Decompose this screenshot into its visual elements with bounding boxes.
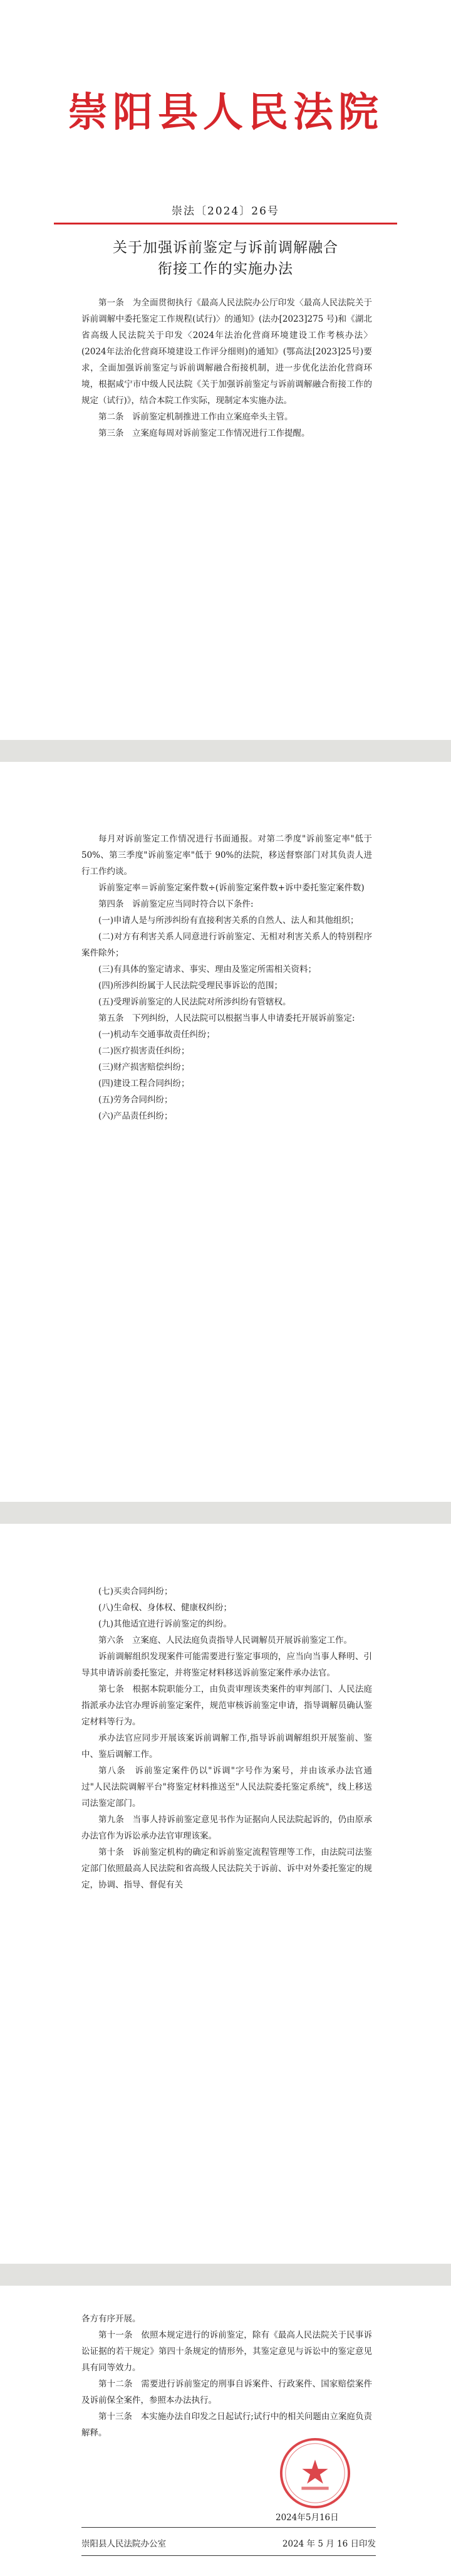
page-3 bbox=[0, 1524, 451, 2264]
page-3-body bbox=[81, 1583, 372, 1893]
page-gap bbox=[0, 1502, 451, 1524]
paragraph: 承办法官应同步开展该案诉前调解工作,指导诉前调解组织开展鉴前、鉴中、鉴后调解工作。 bbox=[81, 1733, 372, 1760]
page-1-body bbox=[81, 295, 372, 441]
list-item: (四)建设工程合同纠纷； bbox=[98, 1079, 190, 1089]
court-name-header: 崇阳县人民法院 bbox=[68, 89, 383, 136]
official-seal-icon bbox=[278, 2436, 352, 2510]
list-item: (五)受理诉前鉴定的人民法院对所涉纠纷有管辖权。 bbox=[98, 997, 291, 1007]
article-7: 第七条 根据本院职能分工，由负责审理该类案件的审判部门、人民法庭指派承办法官办理诉前鉴定案件，规范审核诉前鉴定申请，指导调解员确认鉴定材料等行为。 bbox=[81, 1684, 372, 1727]
paragraph: 每月对诉前鉴定工作情况进行书面通报。对第二季度"诉前鉴定率"低于 50%、第三季度"诉前鉴定率"低于 90%的法院，移送督察部门对其负责人进行工作约谈。 bbox=[81, 834, 372, 877]
paragraph: 诉前鉴定率＝诉前鉴定案件数÷(诉前鉴定案件数+诉中委托鉴定案件数) bbox=[98, 883, 365, 893]
document-title bbox=[0, 237, 451, 280]
document-number: 崇法〔2024〕26号 bbox=[172, 205, 279, 218]
signature-date: 2024年5月16日 bbox=[276, 2513, 339, 2523]
article-5: 第五条 下列纠纷，人民法院可以根据当事人申请委托开展诉前鉴定: bbox=[98, 1013, 355, 1023]
page-gap bbox=[0, 2264, 451, 2286]
footer-issue-date: 2024 年 5 月 16 日印发 bbox=[282, 2539, 376, 2549]
list-item: (一)申请人是与所涉纠纷有直接利害关系的自然人、法人和其他组织； bbox=[98, 916, 359, 926]
list-item: (八)生命权、身体权、健康权纠纷； bbox=[98, 1603, 232, 1613]
article-6: 第六条 立案庭、人民法庭负责指导人民调解员开展诉前鉴定工作。 bbox=[98, 1635, 352, 1645]
paragraph: 各方有序开展。 bbox=[81, 2314, 141, 2324]
page-2-body bbox=[81, 831, 372, 1124]
paragraph: 诉前调解组织发现案件可能需要进行鉴定事项的，应当向当事人释明、引导其申请诉前委托鉴定，并将鉴定材料移送诉前鉴定案件承办法官。 bbox=[81, 1652, 372, 1678]
list-item: (三)财产损害赔偿纠纷； bbox=[98, 1062, 190, 1072]
page-4 bbox=[0, 2286, 451, 2576]
title-line-1: 关于加强诉前鉴定与诉前调解融合 bbox=[113, 240, 338, 256]
list-item: (三)有具体的鉴定请求、事实、理由及鉴定所需相关资料； bbox=[98, 964, 317, 974]
list-item: (五)劳务合同纠纷； bbox=[98, 1095, 173, 1105]
red-divider bbox=[54, 223, 397, 224]
article-8: 第八条 诉前鉴定案件仍以"诉调"字号作为案号，并由该承办法官通过"人民法院调解平台"将鉴定材料推送至"人民法院委托鉴定系统"，线上移送司法鉴定部门。 bbox=[81, 1766, 372, 1808]
article-11: 第十一条 依照本规定进行的诉前鉴定，除有《最高人民法院关于民事诉讼证据的若干规定》第四十条规定的情形外，其鉴定意见与诉讼中的鉴定意见具有同等效力。 bbox=[81, 2330, 372, 2373]
page-4-body bbox=[81, 2311, 372, 2441]
article-3: 第三条 立案庭每周对诉前鉴定工作情况进行工作提醒。 bbox=[98, 428, 310, 438]
footer-rule-bottom bbox=[81, 2555, 376, 2556]
list-item: (六)产品责任纠纷； bbox=[98, 1111, 173, 1121]
page-1 bbox=[0, 0, 451, 740]
list-item: (二)医疗损害责任纠纷； bbox=[98, 1046, 190, 1056]
page-2 bbox=[0, 762, 451, 1502]
article-1: 第一条 为全面贯彻执行《最高人民法院办公厅印发〈最高人民法院关于诉前调解中委托鉴定工作规程(试行)〉的通知》(法办[2023]275 号)和《湖北省高级人民法院关于印发〈2024年法治化营商环境建设工作考核办法〉(2024年法治化营商环境建设工作评分细则)的通知》(鄂高法[2023]25号)要求，全面加强诉前鉴定与诉前调解融合衔接机制，进一步优化法治化营商环境，根据咸宁市中级人民法院《关于加强诉前鉴定与诉前调解融合衔接工作的规定（试行)》，结合本院工作实际，现制定本实施办法。 bbox=[81, 298, 372, 406]
article-2: 第二条 诉前鉴定机制推进工作由立案庭牵头主管。 bbox=[98, 412, 293, 422]
title-line-2: 衔接工作的实施办法 bbox=[158, 261, 293, 277]
article-12: 第十二条 需要进行诉前鉴定的刑事自诉案件、行政案件、国家赔偿案件及诉前保全案件，参照本办法执行。 bbox=[81, 2379, 372, 2405]
signature-block bbox=[269, 2436, 376, 2530]
footer-rule-top bbox=[81, 2527, 376, 2528]
list-item: (一)机动车交通事故责任纠纷； bbox=[98, 1030, 215, 1040]
list-item: (七)买卖合同纠纷； bbox=[98, 1586, 173, 1597]
list-item: (四)所涉纠纷属于人民法院受理民事诉讼的范围； bbox=[98, 981, 283, 991]
article-13: 第十三条 本实施办法自印发之日起试行;试行中的相关问题由立案庭负责解释。 bbox=[81, 2412, 372, 2438]
article-9: 第九条 当事人持诉前鉴定意见书作为证据向人民法院起诉的，仍由原承办法官作为诉讼承办法官审理该案。 bbox=[81, 1815, 372, 1841]
article-4: 第四条 诉前鉴定应当同时符合以下条件: bbox=[98, 899, 254, 909]
list-item: (九)其他适宜进行诉前鉴定的纠纷。 bbox=[98, 1619, 232, 1629]
article-10: 第十条 诉前鉴定机构的确定和诉前鉴定流程管理等工作，由法院司法鉴定部门依照最高人民法院和省高级人民法院关于诉前、诉中对外委托鉴定的规定，协调、指导、督促有关 bbox=[81, 1847, 372, 1890]
page-gap bbox=[0, 740, 451, 762]
footer-issuing-office: 崇阳县人民法院办公室 bbox=[81, 2539, 166, 2549]
list-item: (二)对方有利害关系人同意进行诉前鉴定、无相对利害关系人的特别程序案件除外； bbox=[81, 932, 372, 958]
